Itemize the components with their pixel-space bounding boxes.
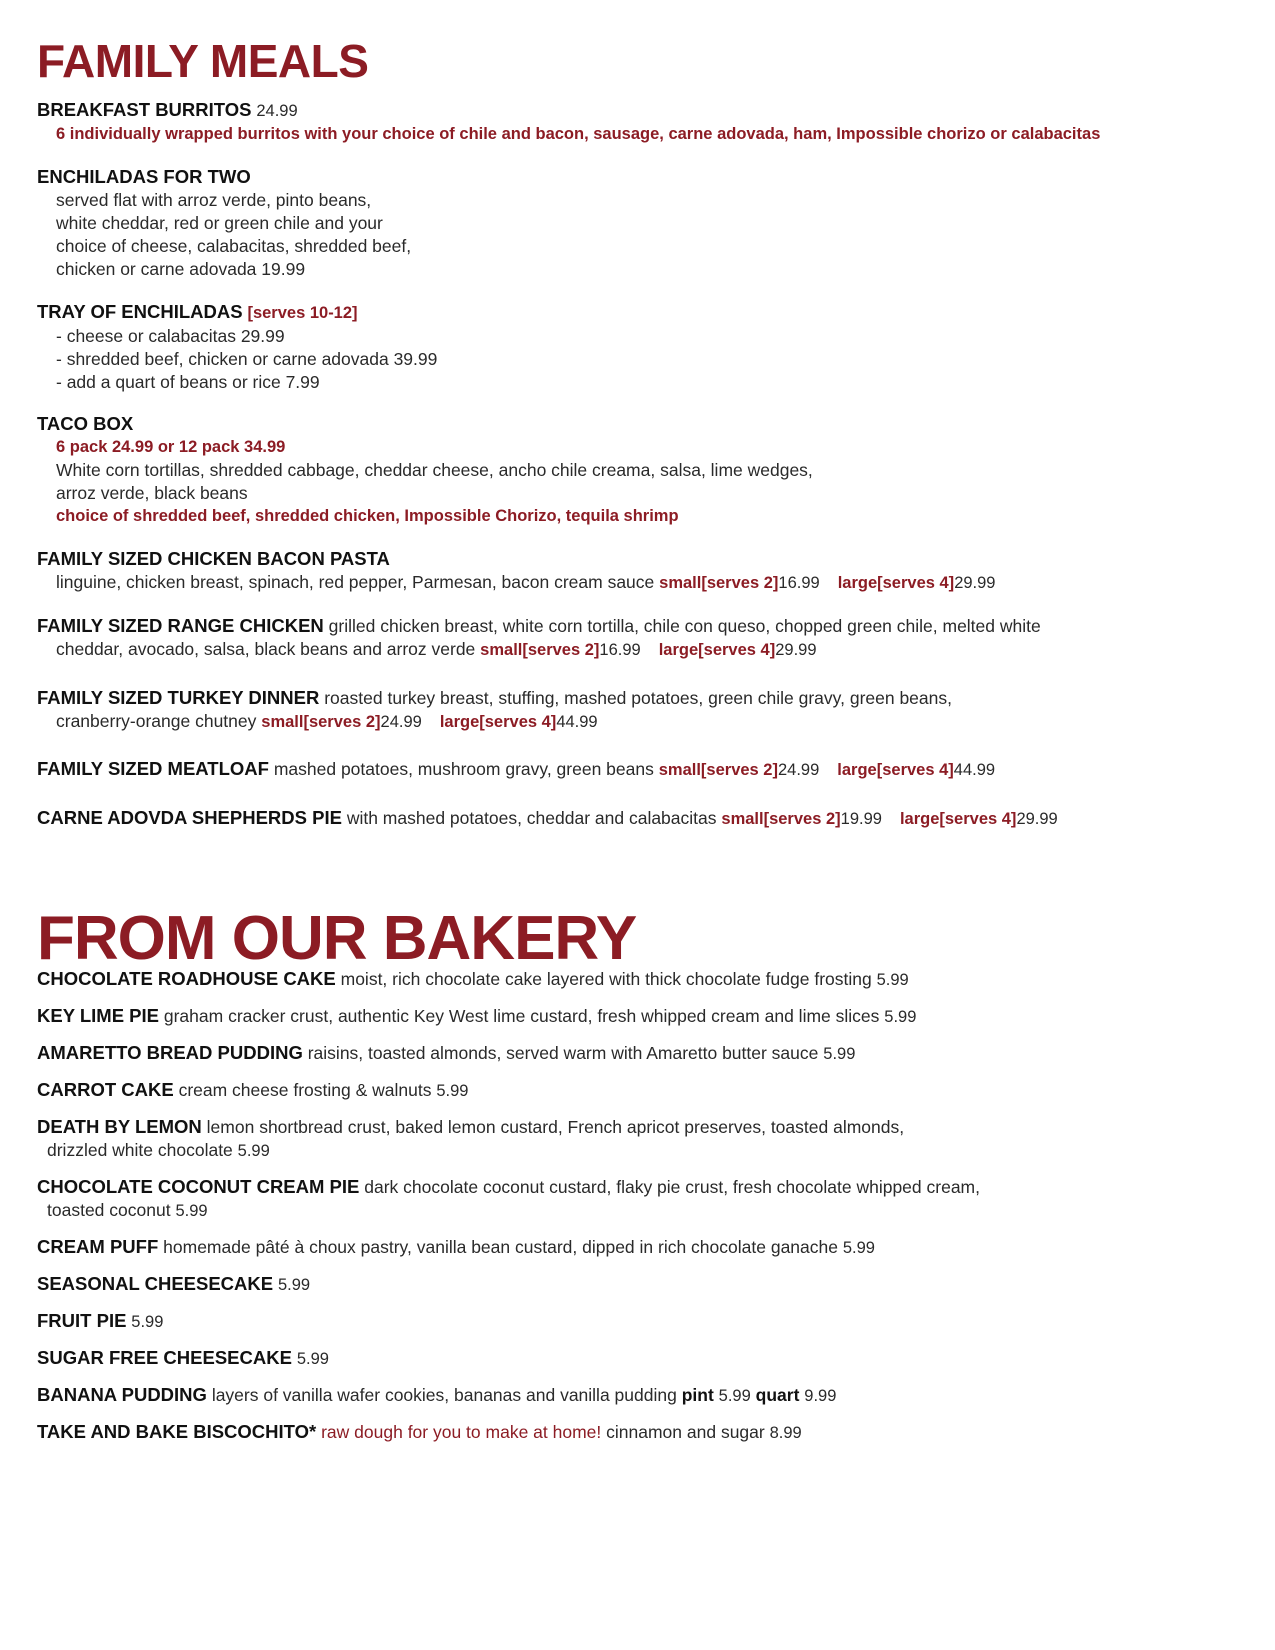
bakery-item bbox=[37, 1041, 1237, 1066]
item-desc: homemade pâté à choux pastry, vanilla bean custard, dipped in rich chocolate ganache bbox=[163, 1237, 838, 1257]
item-price: 5.99 bbox=[131, 1313, 164, 1331]
item-desc: roasted turkey breast, stuffing, mashed potatoes, green chile gravy, green beans, bbox=[324, 688, 952, 708]
large-size-price: 29.99 bbox=[775, 641, 817, 659]
menu-item-range-chicken bbox=[37, 614, 1237, 662]
bakery-item bbox=[37, 967, 1237, 992]
item-price: 5.99 bbox=[237, 1142, 270, 1160]
item-name: ENCHILADAS FOR TWO bbox=[37, 166, 251, 187]
bakery-item bbox=[37, 1115, 1237, 1163]
item-desc: mashed potatoes, mushroom gravy, green beans bbox=[273, 759, 654, 779]
item-desc-line: chicken or carne adovada 19.99 bbox=[56, 259, 306, 279]
item-name: SEASONAL CHEESECAKE bbox=[37, 1273, 274, 1294]
item-price: 5.99 bbox=[175, 1202, 208, 1220]
item-serves: [serves 10-12] bbox=[247, 304, 358, 322]
small-size-price: 16.99 bbox=[599, 641, 641, 659]
item-desc: toasted coconut bbox=[47, 1200, 171, 1220]
item-price: 5.99 bbox=[823, 1045, 856, 1063]
bakery-title: FROM OUR BAKERY bbox=[37, 904, 637, 973]
item-price: 8.99 bbox=[769, 1424, 802, 1442]
small-size-price: 24.99 bbox=[380, 713, 422, 731]
menu-item-tray-of-enchiladas bbox=[37, 300, 1237, 394]
large-size-label: large[serves 4] bbox=[658, 641, 776, 659]
small-size-label: small[serves 2] bbox=[658, 761, 778, 779]
item-name: DEATH BY LEMON bbox=[37, 1116, 202, 1137]
item-desc-line: choice of cheese, calabacitas, shredded beef, bbox=[56, 236, 412, 256]
large-size-price: 44.99 bbox=[953, 761, 996, 779]
menu-item-turkey-dinner bbox=[37, 686, 1237, 734]
small-size-label: small[serves 2] bbox=[261, 713, 381, 731]
item-desc: with mashed potatoes, cheddar and calabacitas bbox=[346, 808, 717, 828]
large-size-label: large[serves 4] bbox=[837, 574, 955, 592]
large-size-label: large[serves 4] bbox=[899, 810, 1017, 828]
item-price: 5.99 bbox=[884, 1008, 917, 1026]
item-name: FRUIT PIE bbox=[37, 1310, 127, 1331]
item-note: raw dough for you to make at home! bbox=[321, 1422, 602, 1442]
item-desc-line: arroz verde, black beans bbox=[56, 483, 248, 503]
item-desc-line: served flat with arroz verde, pinto beans, bbox=[56, 190, 372, 210]
item-name: CARNE ADOVDA SHEPHERDS PIE bbox=[37, 807, 342, 828]
bakery-item bbox=[37, 1346, 1237, 1371]
item-name: TACO BOX bbox=[37, 413, 134, 434]
item-name: SUGAR FREE CHEESECAKE bbox=[37, 1347, 292, 1368]
item-name: CHOCOLATE COCONUT CREAM PIE bbox=[37, 1176, 360, 1197]
item-name: FAMILY SIZED RANGE CHICKEN bbox=[37, 615, 324, 636]
item-desc: cheddar, avocado, salsa, black beans and arroz verde bbox=[56, 639, 476, 659]
quart-price: 9.99 bbox=[804, 1387, 837, 1405]
small-size-label: small[serves 2] bbox=[480, 641, 600, 659]
item-name: CARROT CAKE bbox=[37, 1079, 174, 1100]
item-desc: cream cheese frosting & walnuts bbox=[178, 1080, 432, 1100]
small-size-price: 16.99 bbox=[778, 574, 820, 592]
item-price: 24.99 bbox=[256, 102, 298, 120]
family-meals-title: FAMILY MEALS bbox=[37, 35, 369, 87]
item-option: - cheese or calabacitas 29.99 bbox=[56, 326, 285, 346]
item-desc: lemon shortbread crust, baked lemon custard, French apricot preserves, toasted almonds, bbox=[206, 1117, 905, 1137]
item-desc: moist, rich chocolate cake layered with thick chocolate fudge frosting bbox=[340, 969, 872, 989]
small-size-price: 19.99 bbox=[840, 810, 882, 828]
bakery-item-banana-pudding bbox=[37, 1383, 1237, 1408]
menu-item-chicken-bacon-pasta bbox=[37, 547, 1237, 595]
item-desc: graham cracker crust, authentic Key West lime custard, fresh whipped cream and lime slices bbox=[163, 1006, 880, 1026]
pint-price: 5.99 bbox=[718, 1387, 751, 1405]
large-size-label: large[serves 4] bbox=[837, 761, 954, 779]
item-desc-line: white cheddar, red or green chile and your bbox=[56, 213, 383, 233]
bakery-item bbox=[37, 1309, 1237, 1334]
item-packs: 6 pack 24.99 or 12 pack 34.99 bbox=[56, 438, 286, 456]
small-size-price: 24.99 bbox=[777, 761, 820, 779]
item-desc: dark chocolate coconut custard, flaky pie crust, fresh chocolate whipped cream, bbox=[364, 1177, 980, 1197]
pint-label: pint bbox=[681, 1385, 714, 1405]
item-desc: drizzled white chocolate bbox=[47, 1140, 233, 1160]
menu-item-shepherds-pie bbox=[37, 806, 1237, 831]
menu-item-enchiladas-for-two bbox=[37, 165, 1237, 281]
item-detail: 6 individually wrapped burritos with your choice of chile and bacon, sausage, carne adovada, ham, Impossible chorizo or calabacitas bbox=[56, 125, 1101, 143]
item-price: 5.99 bbox=[876, 971, 909, 989]
item-desc: layers of vanilla wafer cookies, bananas and vanilla pudding bbox=[211, 1385, 677, 1405]
item-desc: raisins, toasted almonds, served warm with Amaretto butter sauce bbox=[307, 1043, 819, 1063]
menu-item-breakfast-burritos bbox=[37, 98, 1237, 146]
quart-label: quart bbox=[755, 1385, 800, 1405]
item-price: 5.99 bbox=[842, 1239, 875, 1257]
bakery-item bbox=[37, 1004, 1237, 1029]
item-option: - shredded beef, chicken or carne adovada 39.99 bbox=[56, 349, 438, 369]
item-name: BANANA PUDDING bbox=[37, 1384, 207, 1405]
large-size-price: 29.99 bbox=[1016, 810, 1058, 828]
item-desc: cinnamon and sugar bbox=[606, 1422, 765, 1442]
bakery-item bbox=[37, 1272, 1237, 1297]
item-name: FAMILY SIZED CHICKEN BACON PASTA bbox=[37, 548, 390, 569]
item-name: CHOCOLATE ROADHOUSE CAKE bbox=[37, 968, 336, 989]
small-size-label: small[serves 2] bbox=[659, 574, 779, 592]
bakery-item bbox=[37, 1235, 1237, 1260]
item-name: FAMILY SIZED MEATLOAF bbox=[37, 758, 269, 779]
item-name: FAMILY SIZED TURKEY DINNER bbox=[37, 687, 320, 708]
item-price: 5.99 bbox=[277, 1276, 311, 1294]
item-price: 5.99 bbox=[436, 1082, 469, 1100]
item-desc: grilled chicken breast, white corn tortilla, chile con queso, chopped green chile, melted white bbox=[328, 616, 1041, 636]
large-size-price: 29.99 bbox=[954, 574, 996, 592]
item-desc-line: White corn tortillas, shredded cabbage, cheddar cheese, ancho chile creama, salsa, lime wedges, bbox=[56, 460, 813, 480]
large-size-label: large[serves 4] bbox=[439, 713, 557, 731]
item-choice: choice of shredded beef, shredded chicken, Impossible Chorizo, tequila shrimp bbox=[56, 507, 679, 525]
item-price: 5.99 bbox=[296, 1350, 329, 1368]
item-name: TAKE AND BAKE BISCOCHITO* bbox=[37, 1421, 317, 1442]
item-name: TRAY OF ENCHILADAS bbox=[37, 301, 243, 322]
item-name: BREAKFAST BURRITOS bbox=[37, 99, 252, 120]
item-desc: linguine, chicken breast, spinach, red pepper, Parmesan, bacon cream sauce bbox=[56, 572, 655, 592]
item-name: KEY LIME PIE bbox=[37, 1005, 159, 1026]
item-desc: cranberry-orange chutney bbox=[56, 711, 257, 731]
bakery-item bbox=[37, 1078, 1237, 1103]
item-option: - add a quart of beans or rice 7.99 bbox=[56, 372, 320, 392]
large-size-price: 44.99 bbox=[556, 713, 598, 731]
item-name: CREAM PUFF bbox=[37, 1236, 159, 1257]
bakery-item-biscochito bbox=[37, 1420, 1237, 1445]
menu-item-taco-box bbox=[37, 412, 1237, 528]
item-name: AMARETTO BREAD PUDDING bbox=[37, 1042, 303, 1063]
small-size-label: small[serves 2] bbox=[721, 810, 841, 828]
bakery-item bbox=[37, 1175, 1237, 1223]
menu-item-meatloaf bbox=[37, 757, 1237, 782]
